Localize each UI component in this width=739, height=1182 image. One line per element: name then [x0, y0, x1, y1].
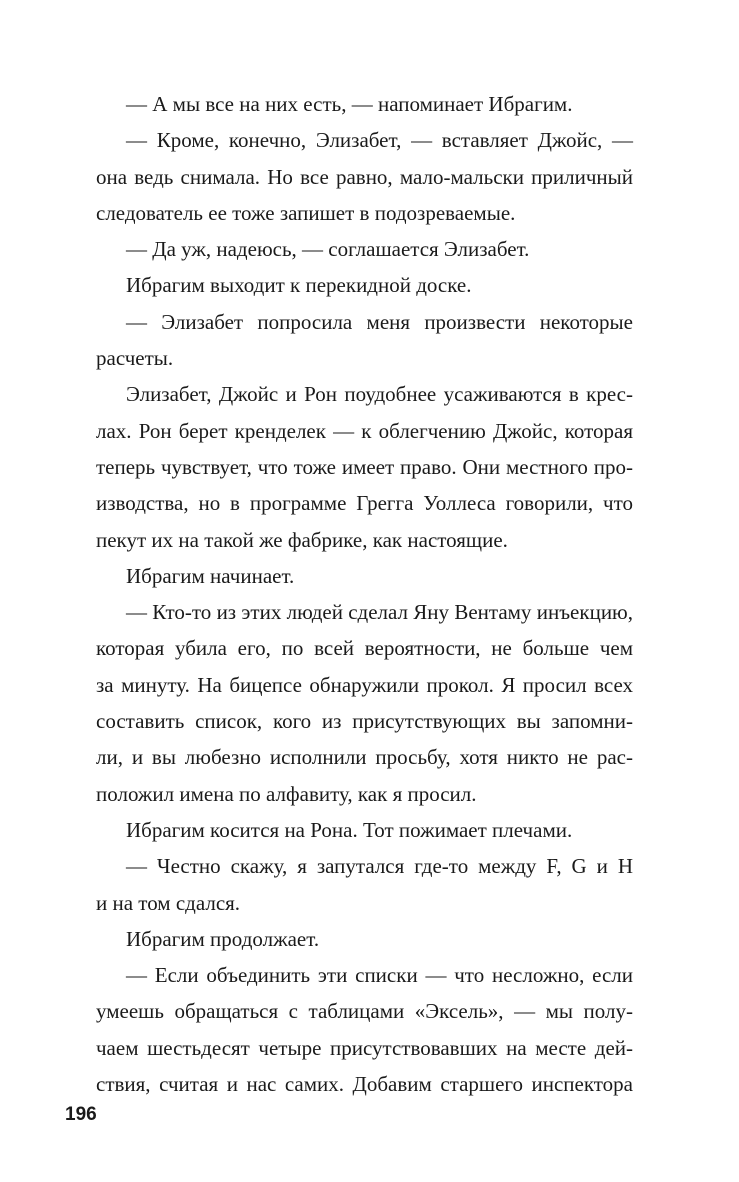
- text-line: которая убила его, по всей вероятности, не больше чем: [96, 636, 633, 661]
- text-line: — Если объединить эти списки — что несложно, если: [126, 963, 633, 988]
- text-line: она ведь снимала. Но все равно, мало-мальски приличный: [96, 164, 633, 189]
- text-line: — Кроме, конечно, Элизабет, — вставляет Джойс, —: [126, 128, 633, 153]
- text-line: положил имена по алфавиту, как я просил.: [96, 781, 477, 806]
- text-line: и на том сдался.: [96, 890, 241, 915]
- body-text: [96, 86, 633, 1102]
- text-line: за минуту. На бицепсе обнаружили прокол. Я просил всех: [96, 672, 633, 697]
- text-line: лах. Рон берет кренделек — к облегчению Джойс, которая: [96, 418, 633, 443]
- text-line: пекут их на такой же фабрике, как настоящие.: [96, 527, 508, 552]
- text-line: — Кто-то из этих людей сделал Яну Вентаму инъекцию,: [126, 600, 633, 625]
- text-line: расчеты.: [96, 346, 174, 371]
- text-line: — Элизабет попросила меня произвести некоторые: [126, 309, 633, 334]
- text-line: следователь ее тоже запишет в подозреваемые.: [96, 200, 516, 225]
- text-line: — Да уж, надеюсь, — соглашается Элизабет.: [126, 237, 530, 262]
- text-line: Ибрагим косится на Рона. Тот пожимает плечами.: [126, 817, 573, 842]
- text-line: Элизабет, Джойс и Рон поудобнее усаживаются в крес-: [126, 382, 633, 407]
- page-number: 196: [65, 1104, 97, 1125]
- text-line: изводства, но в программе Грегга Уоллеса говорили, что: [96, 491, 633, 516]
- text-line: ствия, считая и нас самих. Добавим старшего инспектора: [96, 1072, 633, 1097]
- text-line: Ибрагим выходит к перекидной доске.: [126, 273, 472, 298]
- text-line: Ибрагим начинает.: [126, 563, 295, 588]
- text-line: теперь чувствует, что тоже имеет право. Они местного про-: [96, 454, 633, 479]
- text-line: умеешь обращаться с таблицами «Эксель», — мы полу-: [96, 999, 633, 1024]
- text-line: чаем шестьдесят четыре присутствовавших на месте дей-: [96, 1035, 633, 1060]
- text-line: — Честно скажу, я запутался где-то между F, G и H: [126, 854, 633, 879]
- text-line: Ибрагим продолжает.: [126, 926, 320, 951]
- text-line: составить список, кого из присутствующих вы запомни-: [96, 709, 633, 734]
- text-line: ли, и вы любезно исполнили просьбу, хотя никто не рас-: [96, 745, 633, 770]
- text-line: — А мы все на них есть, — напоминает Ибрагим.: [126, 92, 573, 116]
